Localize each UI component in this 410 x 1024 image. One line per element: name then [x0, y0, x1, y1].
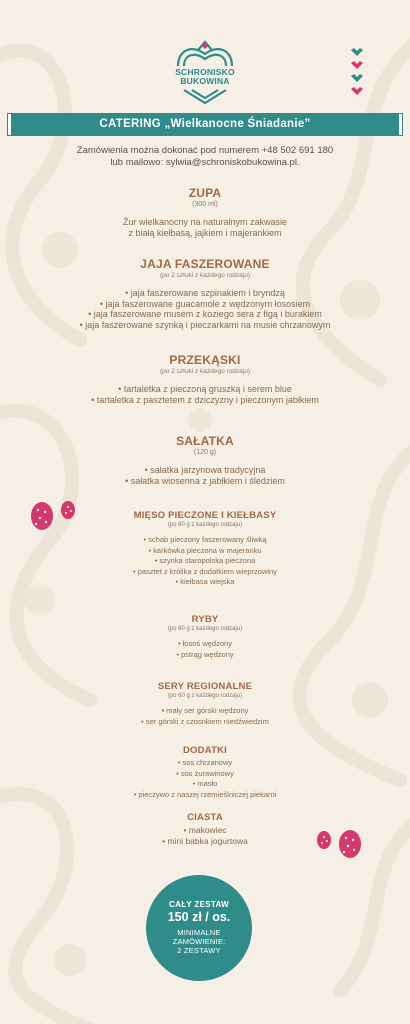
section-items: [0, 465, 410, 486]
page-title-banner: CATERING „Wielkanocne Śniadanie”: [8, 114, 402, 135]
section-zupa: [0, 186, 410, 238]
brand-name: [170, 68, 240, 86]
list-item: • sałatka wiosenna z jabłkiem i śledziem: [125, 475, 285, 486]
order-email-line: lub mailowo: sylwia@schroniskobukowina.pl.: [110, 157, 300, 168]
teal-heart-icon: [350, 72, 364, 84]
section-note: (po 60 g z każdego rodzaju): [167, 693, 243, 699]
section-items: [0, 706, 410, 727]
badge-min-line: MINIMALNE: [177, 928, 221, 937]
list-item: • szynka staropolska pieczona: [154, 556, 256, 565]
section-note: (po 60 g z każdego rodzaju): [167, 626, 243, 632]
list-item: • sos chrzanowy: [177, 758, 233, 767]
badge-min-line: 2 ZESTAWY: [177, 946, 221, 955]
section-title: SERY REGIONALNE: [157, 681, 253, 692]
section-title: JAJA FASZEROWANE: [140, 257, 270, 271]
brand-logo: [170, 40, 240, 104]
badge-min-line: ZAMÓWIENIE:: [172, 937, 226, 946]
teal-heart-icon: [350, 46, 364, 58]
easter-eggs-icon: [28, 498, 80, 532]
list-item: • jaja faszerowane szpinakiem i bryndzą: [125, 288, 285, 298]
brand-line-2: BUKOWINA: [180, 76, 230, 86]
section-note: (po 2 sztuki z każdego rodzaju): [160, 368, 250, 375]
pink-heart-icon: [350, 59, 364, 71]
list-item: • schab pieczony faszerowany śliwką: [143, 535, 267, 544]
section-note: (po 60 g z każdego rodzaju): [167, 522, 243, 528]
list-item: • jaja faszerowane guacamole z wędzonym łososiem: [99, 298, 311, 309]
list-item: • kiełbasa wiejska: [175, 577, 235, 586]
section-dodatki: [0, 745, 410, 800]
section-items: [0, 639, 410, 660]
section-title: SAŁATKA: [176, 434, 234, 448]
section-przekaski: [0, 353, 410, 405]
list-item: • tartaletka z pieczoną gruszką i serem blue: [118, 384, 292, 394]
order-info: [0, 145, 410, 169]
section-items: [0, 535, 410, 588]
price-badge: [146, 875, 252, 981]
list-item: • masło: [192, 779, 218, 788]
list-item: • makowiec: [183, 825, 227, 835]
list-item: • karkówka pieczona w majeranku: [148, 545, 262, 555]
badge-label: CAŁY ZESTAW: [169, 900, 229, 909]
list-item: • łosoś wędzony: [178, 639, 232, 648]
section-title: ZUPA: [188, 186, 222, 200]
badge-price: 150 zł / os.: [167, 910, 231, 924]
section-salatka: [0, 434, 410, 486]
section-note: (300 ml): [192, 201, 218, 208]
list-item: • mini babka jogurtowa: [162, 835, 248, 846]
decorative-hearts: [350, 46, 364, 98]
section-items: [0, 288, 410, 330]
list-item: • jaja faszerowane musem z koziego sera z figą i burakiem: [88, 309, 322, 319]
section-items: [0, 384, 410, 405]
section-note: (po 2 sztuki z każdego rodzaju): [160, 272, 250, 279]
list-item: Żur wielkanocny na naturalnym zakwasie: [122, 217, 288, 227]
section-title: DODATKI: [183, 745, 227, 756]
brand-line-1: SCHRONISKO: [175, 67, 235, 77]
list-item: • sos żurawinowy: [176, 768, 234, 778]
list-item: • ser górski z czosnkiem niedźwiedzim: [141, 716, 269, 726]
list-item: • pstrąg wędzony: [176, 649, 234, 659]
list-item: • jaja faszerowane szynką i pieczarkami na musie chrzanowym: [79, 319, 331, 330]
list-item: • pasztet z królika z dodatkiem wieprzowiny: [133, 566, 277, 576]
section-title: PRZEKĄSKI: [169, 353, 241, 367]
section-note: (120 g): [193, 449, 217, 456]
list-item: • tartaletka z pasztetem z dziczyzny i pieczonym jabłkiem: [91, 394, 319, 405]
section-items: [0, 217, 410, 238]
section-title: RYBY: [191, 614, 219, 625]
section-jaja: [0, 257, 410, 330]
list-item: • sałatka jarzynowa tradycyjna: [144, 465, 266, 475]
section-title: CIASTA: [187, 812, 223, 823]
section-ryby: [0, 614, 410, 660]
section-items: [0, 758, 410, 800]
easter-eggs-icon: [314, 826, 366, 860]
section-sery: [0, 681, 410, 727]
list-item: • mały ser górski wędzony: [161, 706, 249, 715]
section-title: MIĘSO PIECZONE I KIEŁBASY: [133, 510, 277, 521]
order-phone-line: Zamówienia można dokonać pod numerem +48 502 691 180: [76, 145, 334, 156]
pink-heart-icon: [350, 85, 364, 97]
list-item: z białą kiełbasą, jajkiem i majerankiem: [128, 227, 282, 238]
badge-minimum: [160, 928, 238, 955]
list-item: • pieczywo z naszej rzemieślniczej piekarni: [133, 789, 277, 799]
